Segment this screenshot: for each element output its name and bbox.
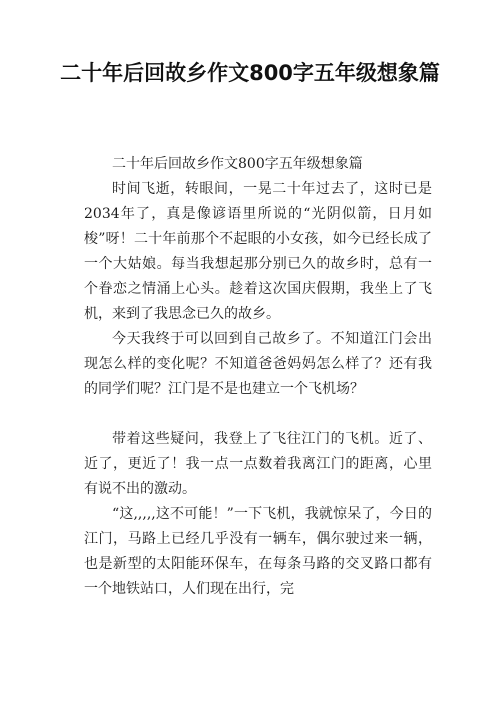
document-title: 二十年后回故乡作文800字五年级想象篇 xyxy=(60,61,440,85)
document-body xyxy=(84,152,432,602)
paragraph: “这,,,,,这不可能！”一下飞机，我就惊呆了，今日的江门，马路上已经几乎没有一辆车，偶尔驶过来一辆，也是新型的太阳能环保车，在每条马路的交叉路口都有一个地铁站口，人们现在出行，完 xyxy=(84,506,432,597)
paragraph: 今天我终于可以回到自己故乡了。不知道江门会出现怎么样的变化呢？不知道爸爸妈妈怎么样了？还有我的同学们呢？江门是不是也建立一个飞机场？ xyxy=(84,331,432,397)
paragraph: 带着这些疑问，我登上了飞往江门的飞机。近了、近了，更近了！我一点一点数着我离江门的距离，心里有说不出的激动。 xyxy=(84,431,432,497)
paragraph: 时间飞逝，转眼间，一晃二十年过去了，这时已是2034年了，真是像谚语里所说的“光阴似箭，日月如梭”呀！二十年前那个不起眼的小女孩，如今已经长成了一个大姑娘。每当我想起那分别已久的故乡时，总有一个眷恋之情涌上心头。趁着这次国庆假期，我坐上了飞机，来到了我思念已久的故乡。 xyxy=(84,181,432,322)
subtitle-paragraph: 二十年后回故乡作文800字五年级想象篇 xyxy=(112,156,363,172)
